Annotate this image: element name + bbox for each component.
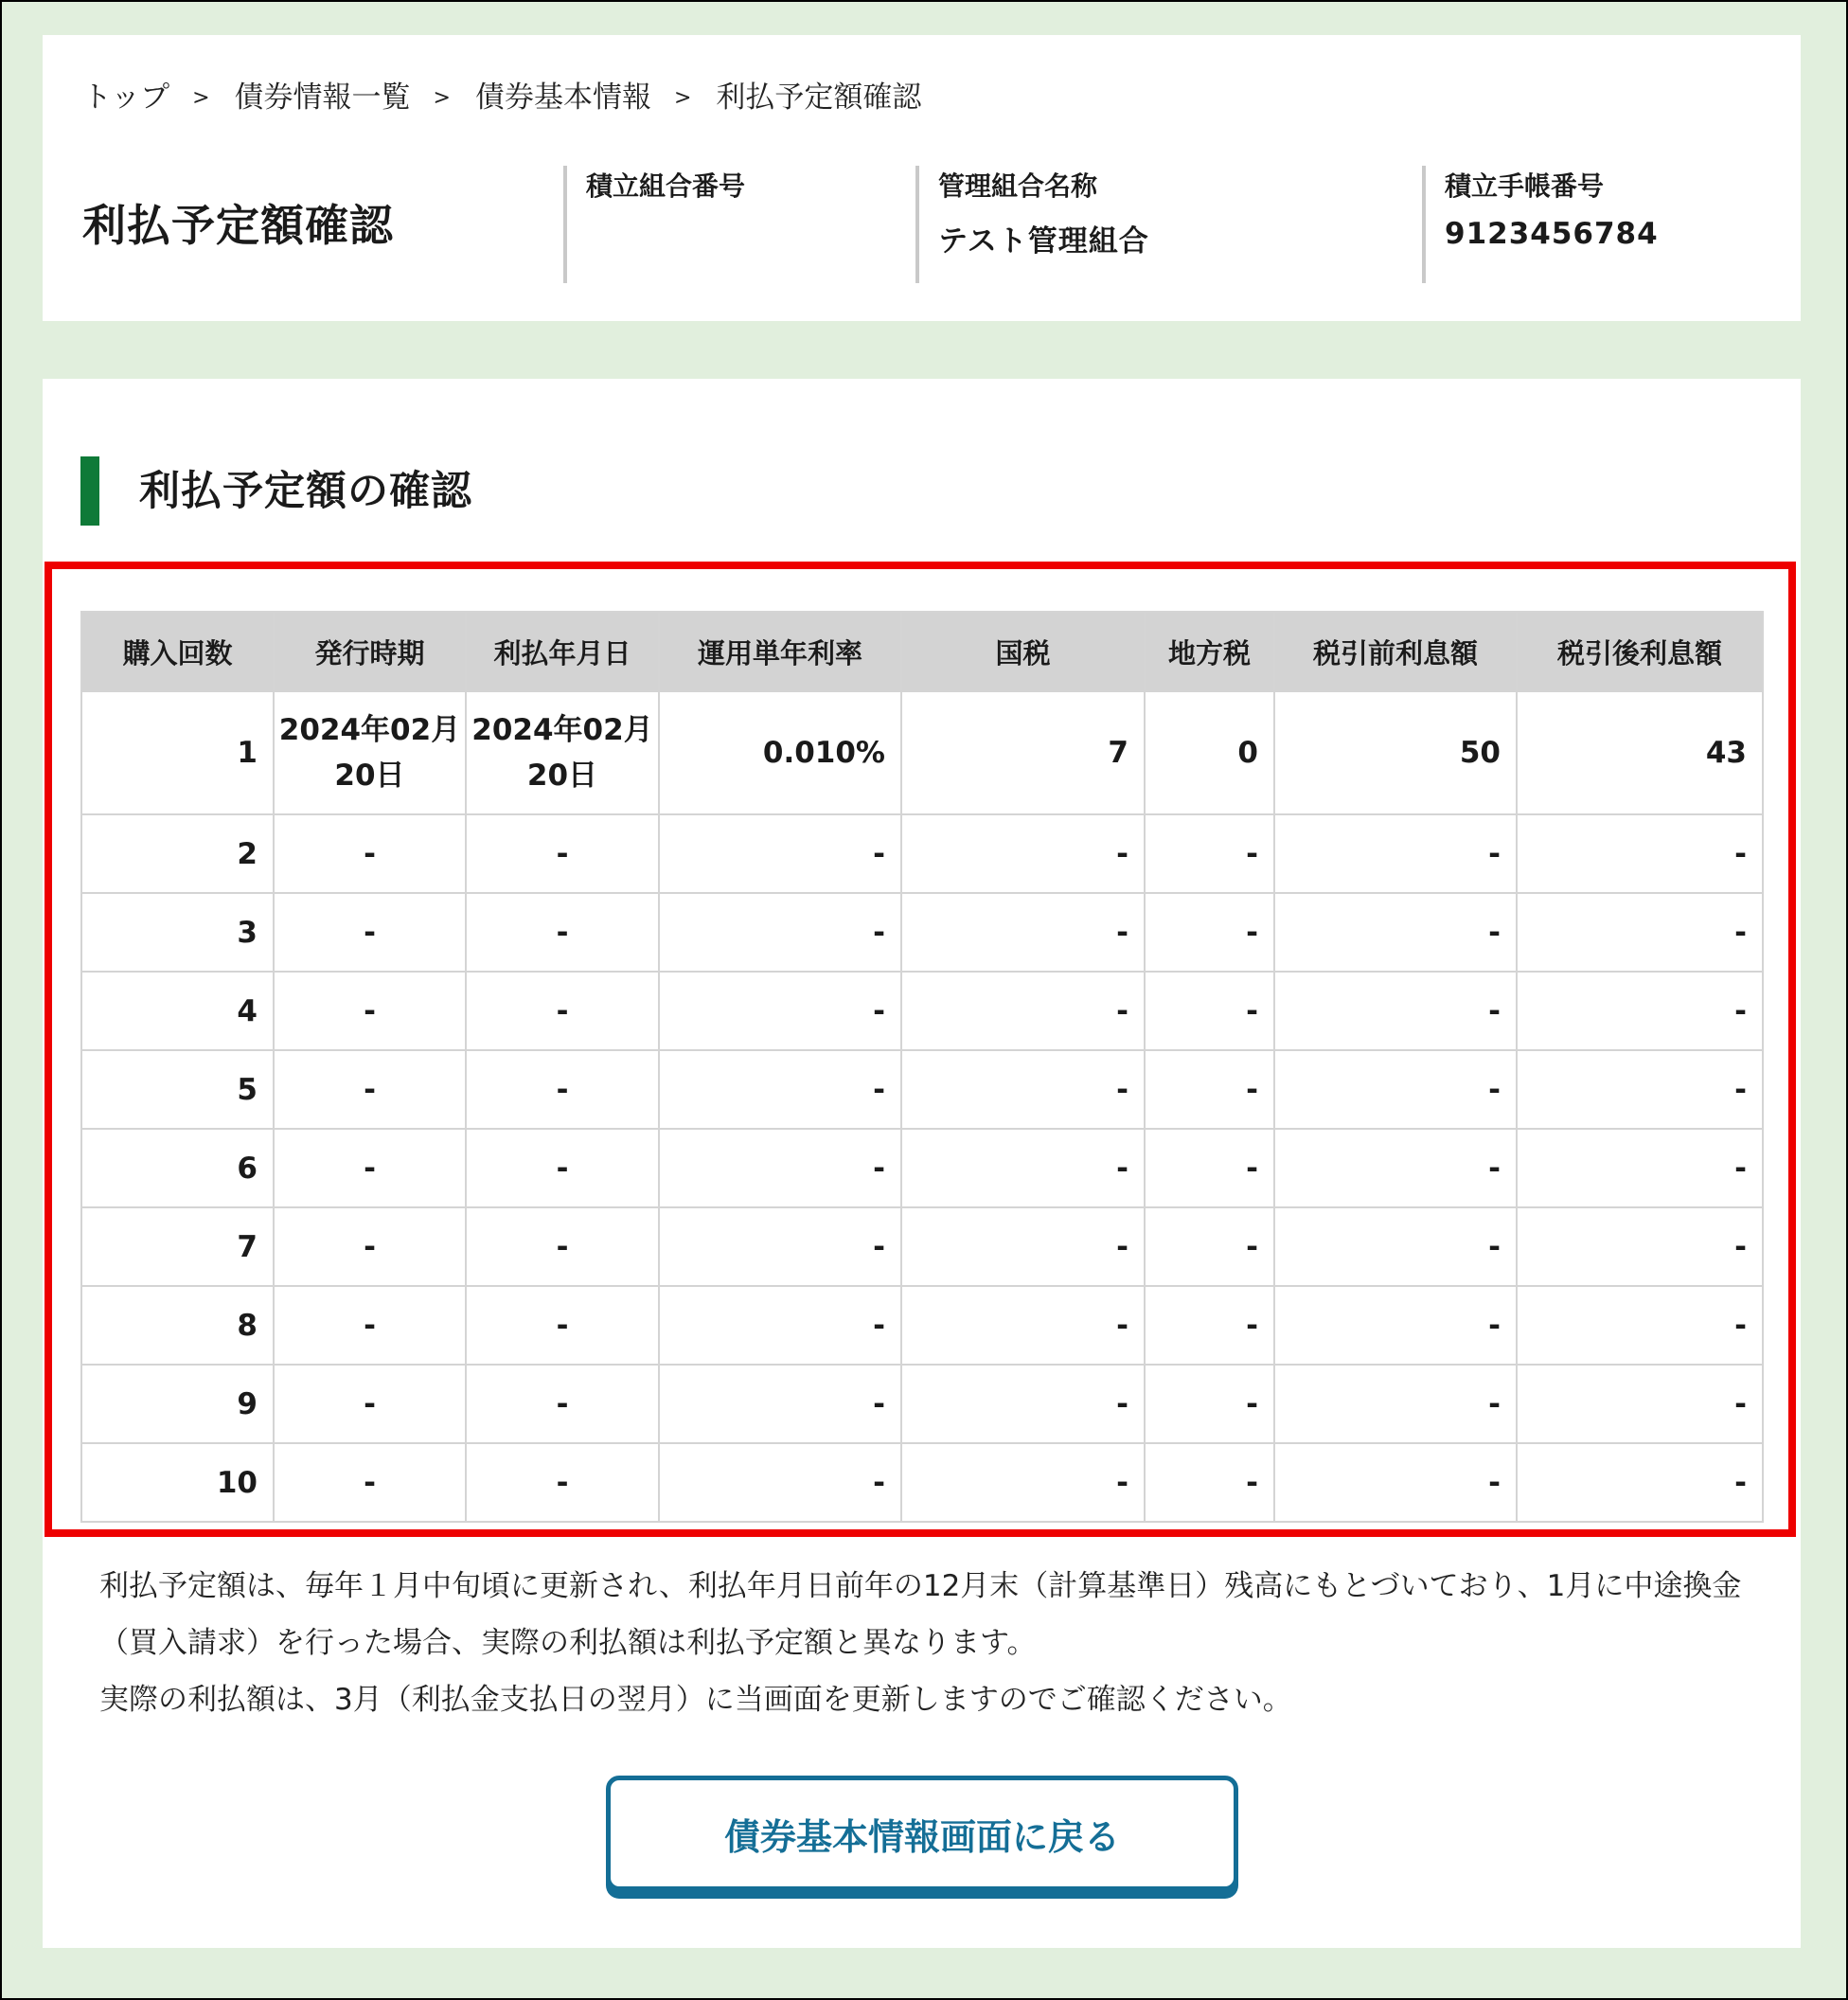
breadcrumb-item-current: 利払予定額確認 [716, 80, 922, 115]
page-title: 利払予定額確認 [82, 200, 394, 251]
info-management-association-name [915, 166, 1149, 283]
cell-interest-payment-date: - [466, 972, 659, 1050]
info-savings-passbook-number [1422, 166, 1659, 283]
column-header-purchase-count: 購入回数 [81, 612, 274, 691]
cell-aftertax-interest: - [1517, 1050, 1763, 1129]
column-header-pretax-interest: 税引前利息額 [1274, 612, 1517, 691]
notes [99, 1558, 1766, 1728]
cell-local-tax: 0 [1145, 691, 1274, 814]
cell-pretax-interest: - [1274, 1286, 1517, 1365]
column-header-issue-period: 発行時期 [274, 612, 466, 691]
cell-pretax-interest: - [1274, 1207, 1517, 1286]
cell-issue-period: 2024年02月20日 [274, 691, 466, 814]
cell-local-tax: - [1145, 814, 1274, 893]
cell-purchase-count: 1 [81, 691, 274, 814]
cell-purchase-count: 5 [81, 1050, 274, 1129]
table-row [81, 972, 1763, 1050]
cell-interest-payment-date: - [466, 1365, 659, 1443]
cell-annual-rate: 0.010% [659, 691, 901, 814]
cell-local-tax: - [1145, 1443, 1274, 1522]
info-value: テスト管理組合 [938, 224, 1149, 259]
cell-local-tax: - [1145, 972, 1274, 1050]
interest-schedule-table [80, 611, 1764, 1523]
table-row [81, 1050, 1763, 1129]
cell-local-tax: - [1145, 1050, 1274, 1129]
cell-annual-rate: - [659, 1286, 901, 1365]
cell-issue-period: - [274, 1050, 466, 1129]
cell-purchase-count: 6 [81, 1129, 274, 1207]
cell-purchase-count: 7 [81, 1207, 274, 1286]
cell-aftertax-interest: - [1517, 1207, 1763, 1286]
info-label: 積立手帳番号 [1445, 170, 1605, 202]
cell-interest-payment-date: - [466, 1286, 659, 1365]
cell-local-tax: - [1145, 893, 1274, 972]
cell-pretax-interest: - [1274, 1050, 1517, 1129]
breadcrumb-item-top[interactable]: トップ [82, 80, 170, 115]
header-card [43, 35, 1801, 321]
breadcrumb-item-bond-list[interactable]: 債券情報一覧 [234, 80, 411, 115]
breadcrumb [82, 73, 921, 116]
cell-national-tax: - [901, 1365, 1145, 1443]
cell-national-tax: - [901, 1286, 1145, 1365]
cell-issue-period: - [274, 893, 466, 972]
cell-interest-payment-date: - [466, 814, 659, 893]
cell-national-tax: - [901, 1207, 1145, 1286]
table-row [81, 1365, 1763, 1443]
column-header-interest-payment-date: 利払年月日 [466, 612, 659, 691]
cell-interest-payment-date: - [466, 1207, 659, 1286]
cell-issue-period: - [274, 1207, 466, 1286]
cell-national-tax: - [901, 1443, 1145, 1522]
cell-annual-rate: - [659, 814, 901, 893]
breadcrumb-separator: > [192, 86, 210, 110]
cell-national-tax: - [901, 972, 1145, 1050]
cell-annual-rate: - [659, 893, 901, 972]
column-header-national-tax: 国税 [901, 612, 1145, 691]
table-row [81, 1207, 1763, 1286]
cell-purchase-count: 8 [81, 1286, 274, 1365]
cell-local-tax: - [1145, 1286, 1274, 1365]
table-row [81, 893, 1763, 972]
info-value: 9123456784 [1445, 217, 1659, 251]
note-paragraph: 利払予定額は、毎年１月中旬頃に更新され、利払年月日前年の12月末（計算基準日）残高にもとづいており、1月に中途換金（買入請求）を行った場合、実際の利払額は利払予定額と異なります。 [99, 1569, 1742, 1660]
cell-aftertax-interest: - [1517, 1365, 1763, 1443]
table-row [81, 814, 1763, 893]
cell-annual-rate: - [659, 1443, 901, 1522]
cell-purchase-count: 4 [81, 972, 274, 1050]
cell-annual-rate: - [659, 1050, 901, 1129]
cell-interest-payment-date: - [466, 1050, 659, 1129]
cell-purchase-count: 3 [81, 893, 274, 972]
cell-aftertax-interest: - [1517, 1129, 1763, 1207]
table-row [81, 1286, 1763, 1365]
column-header-annual-rate: 運用単年利率 [659, 612, 901, 691]
cell-issue-period: - [274, 814, 466, 893]
note-paragraph: 実際の利払額は、3月（利払金支払日の翌月）に当画面を更新しますのでご確認ください。 [99, 1683, 1292, 1717]
info-label: 管理組合名称 [938, 170, 1098, 202]
cell-purchase-count: 9 [81, 1365, 274, 1443]
cell-aftertax-interest: - [1517, 972, 1763, 1050]
column-header-aftertax-interest: 税引後利息額 [1517, 612, 1763, 691]
cell-pretax-interest: - [1274, 972, 1517, 1050]
cell-issue-period: - [274, 1365, 466, 1443]
table-row [81, 691, 1763, 814]
cell-national-tax: - [901, 1129, 1145, 1207]
section-heading-bar [80, 456, 99, 526]
cell-purchase-count: 10 [81, 1443, 274, 1522]
breadcrumb-separator: > [433, 86, 451, 110]
cell-issue-period: - [274, 1286, 466, 1365]
cell-pretax-interest: - [1274, 893, 1517, 972]
cell-annual-rate: - [659, 972, 901, 1050]
table-row [81, 1129, 1763, 1207]
cell-annual-rate: - [659, 1207, 901, 1286]
info-savings-association-number [563, 166, 745, 283]
cell-pretax-interest: - [1274, 1443, 1517, 1522]
cell-national-tax: - [901, 893, 1145, 972]
back-to-bond-basic-info-button[interactable]: 債券基本情報画面に戻る [606, 1776, 1238, 1891]
cell-pretax-interest: - [1274, 814, 1517, 893]
cell-local-tax: - [1145, 1365, 1274, 1443]
table-header-row [81, 612, 1763, 691]
table-row [81, 1443, 1763, 1522]
breadcrumb-separator: > [673, 86, 692, 110]
cell-national-tax: - [901, 1050, 1145, 1129]
cell-interest-payment-date: - [466, 893, 659, 972]
section-title: 利払予定額の確認 [139, 468, 472, 515]
cell-aftertax-interest: 43 [1517, 691, 1763, 814]
cell-local-tax: - [1145, 1129, 1274, 1207]
cell-pretax-interest: - [1274, 1129, 1517, 1207]
cell-national-tax: 7 [901, 691, 1145, 814]
cell-issue-period: - [274, 972, 466, 1050]
cell-aftertax-interest: - [1517, 1286, 1763, 1365]
cell-aftertax-interest: - [1517, 1443, 1763, 1522]
cell-purchase-count: 2 [81, 814, 274, 893]
cell-aftertax-interest: - [1517, 814, 1763, 893]
main-card [43, 379, 1801, 1948]
cell-national-tax: - [901, 814, 1145, 893]
cell-issue-period: - [274, 1443, 466, 1522]
info-label: 積立組合番号 [586, 170, 746, 202]
cell-local-tax: - [1145, 1207, 1274, 1286]
cell-aftertax-interest: - [1517, 893, 1763, 972]
cell-interest-payment-date: - [466, 1443, 659, 1522]
cell-pretax-interest: 50 [1274, 691, 1517, 814]
cell-interest-payment-date: - [466, 1129, 659, 1207]
cell-annual-rate: - [659, 1129, 901, 1207]
cell-pretax-interest: - [1274, 1365, 1517, 1443]
breadcrumb-item-bond-basic-info[interactable]: 債券基本情報 [474, 80, 651, 115]
cell-annual-rate: - [659, 1365, 901, 1443]
cell-issue-period: - [274, 1129, 466, 1207]
cell-interest-payment-date: 2024年02月20日 [466, 691, 659, 814]
column-header-local-tax: 地方税 [1145, 612, 1274, 691]
